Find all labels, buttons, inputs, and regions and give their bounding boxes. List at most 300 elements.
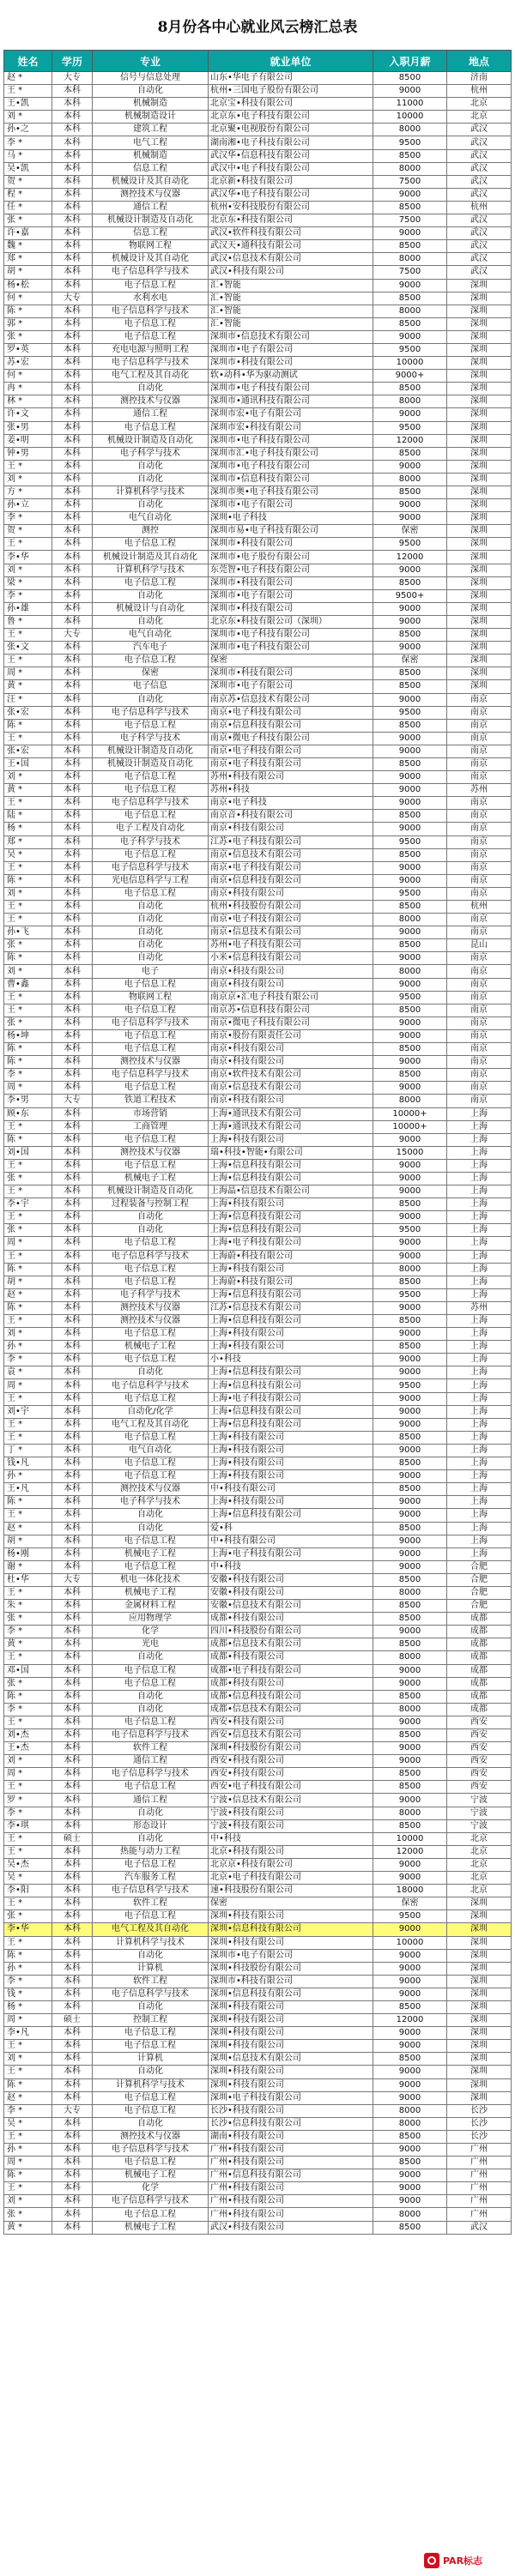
cell-name: 王•国 (4, 757, 52, 770)
cell-city: 深圳 (447, 292, 512, 305)
cell-employer: 深圳•科技有限公司 (209, 1936, 373, 1949)
cell-city: 西安 (447, 1716, 512, 1728)
cell-major: 电子信息 (93, 680, 209, 693)
site-logo (424, 2550, 508, 2571)
table-row (4, 1379, 512, 1392)
table-row (4, 2157, 512, 2169)
logo-text: PAR标志 (443, 2555, 483, 2567)
header-city: 地点 (447, 51, 512, 72)
table-row (4, 2208, 512, 2221)
cell-education: 大专 (52, 2104, 93, 2117)
table-row (4, 642, 512, 655)
cell-major: 自动化/化学 (93, 1405, 209, 1418)
table-row (4, 343, 512, 356)
cell-name: 吴•杰 (4, 1858, 52, 1871)
cell-name: 黄 * (4, 2221, 52, 2234)
cell-major: 电子信息工程 (93, 848, 209, 861)
cell-major: 软件工程 (93, 1975, 209, 1988)
cell-major: 自动化 (93, 693, 209, 706)
table-row (4, 2130, 512, 2143)
cell-education: 本科 (52, 1794, 93, 1807)
cell-employer: 北京京•科技有限公司 (209, 1858, 373, 1871)
cell-employer: 江苏•信息技术有限公司 (209, 1301, 373, 1314)
cell-education: 本科 (52, 1496, 93, 1509)
table-row (4, 564, 512, 576)
cell-education: 本科 (52, 1354, 93, 1366)
cell-employer: 上海•科技有限公司 (209, 1263, 373, 1276)
cell-employer: 深圳•科技股份有限公司 (209, 1742, 373, 1755)
cell-education: 本科 (52, 965, 93, 978)
cell-education: 本科 (52, 1845, 93, 1858)
cell-major: 电子科学与技术 (93, 1496, 209, 1509)
cell-major: 机械电子工程 (93, 1586, 209, 1599)
cell-city: 南京 (447, 1029, 512, 1042)
table-row (4, 1069, 512, 1082)
cell-city: 长沙 (447, 2130, 512, 2143)
cell-major: 电子信息科学与技术 (93, 1729, 209, 1742)
cell-city: 杭州 (447, 85, 512, 98)
cell-education: 本科 (52, 1638, 93, 1651)
cell-name: 王 * (4, 914, 52, 926)
cell-salary: 8000 (373, 1807, 447, 1819)
table-row (4, 421, 512, 434)
cell-city: 深圳 (447, 460, 512, 473)
cell-major: 电气工程及其自动化 (93, 1923, 209, 1936)
cell-name: 王 * (4, 1586, 52, 1599)
cell-education: 本科 (52, 1029, 93, 1042)
table-row (4, 1742, 512, 1755)
cell-employer: 南京•电子科技有限公司 (209, 706, 373, 719)
cell-name: 孙•飞 (4, 926, 52, 939)
cell-major: 自动化 (93, 85, 209, 98)
table-row (4, 85, 512, 98)
cell-city: 武汉 (447, 149, 512, 162)
cell-salary: 9500 (373, 706, 447, 719)
cell-salary: 12000 (373, 1845, 447, 1858)
cell-name: 张 * (4, 214, 52, 227)
cell-major: 电子信息科学与技术 (93, 357, 209, 370)
cell-name: 刘 * (4, 2053, 52, 2066)
table-row (4, 1470, 512, 1483)
cell-major: 电子信息工程 (93, 1392, 209, 1405)
cell-name: 刘•国 (4, 1146, 52, 1159)
cell-major: 电子信息工程 (93, 1328, 209, 1341)
cell-employer: 上海蔚•科技有限公司 (209, 1250, 373, 1263)
table-row (4, 1819, 512, 1832)
cell-major: 电气自动化 (93, 512, 209, 525)
header-education: 学历 (52, 51, 93, 72)
cell-education: 本科 (52, 1547, 93, 1560)
cell-major: 电子信息工程 (93, 1535, 209, 1547)
cell-education: 本科 (52, 2040, 93, 2053)
cell-salary: 9000 (373, 978, 447, 991)
cell-major: 电子信息科学与技术 (93, 1768, 209, 1781)
cell-major: 机械电子工程 (93, 2221, 209, 2234)
cell-name: 刘 * (4, 473, 52, 486)
cell-city: 深圳 (447, 589, 512, 602)
cell-name: 陈 * (4, 1496, 52, 1509)
cell-employer: 上海•信息科技有限公司 (209, 1379, 373, 1392)
table-row (4, 745, 512, 757)
cell-salary: 8500 (373, 201, 447, 214)
cell-name: 李 * (4, 1354, 52, 1366)
cell-salary: 8000 (373, 2117, 447, 2130)
cell-salary: 9000 (373, 1172, 447, 1185)
cell-major: 电子信息科学与技术 (93, 1885, 209, 1897)
cell-major: 电气工程 (93, 136, 209, 149)
cell-employer: 上海•科技有限公司 (209, 1341, 373, 1354)
cell-salary: 8000 (373, 1095, 447, 1107)
cell-salary: 9000 (373, 1794, 447, 1807)
table-row (4, 1172, 512, 1185)
cell-city: 深圳 (447, 629, 512, 642)
cell-employer: 保密 (209, 1897, 373, 1910)
cell-education: 本科 (52, 1560, 93, 1573)
cell-major: 电子信息科学与技术 (93, 706, 209, 719)
cell-major: 电子信息工程 (93, 1159, 209, 1172)
cell-major: 市场营销 (93, 1107, 209, 1120)
cell-employer: 上海•科技有限公司 (209, 1444, 373, 1457)
cell-education: 本科 (52, 642, 93, 655)
cell-major: 计算机科学与技术 (93, 564, 209, 576)
cell-employer: 广州•科技有限公司 (209, 2195, 373, 2208)
cell-education: 本科 (52, 1328, 93, 1341)
cell-education: 本科 (52, 615, 93, 628)
cell-major: 电子信息工程 (93, 1082, 209, 1095)
table-row (4, 2144, 512, 2157)
cell-salary: 9000 (373, 564, 447, 576)
cell-city: 南京 (447, 1004, 512, 1017)
cell-major: 测控技术与仪器 (93, 2130, 209, 2143)
cell-major: 保密 (93, 667, 209, 680)
cell-major: 机械设计制造及自动化 (93, 757, 209, 770)
cell-name: 刘 * (4, 1755, 52, 1768)
cell-city: 上海 (447, 1185, 512, 1198)
cell-city: 深圳 (447, 551, 512, 564)
cell-salary: 8500 (373, 2053, 447, 2066)
cell-education: 大专 (52, 629, 93, 642)
cell-major: 电子 (93, 965, 209, 978)
cell-education: 本科 (52, 1405, 93, 1418)
cell-major: 自动化 (93, 499, 209, 512)
table-row (4, 1004, 512, 1017)
cell-employer: 成都•电子科技有限公司 (209, 1664, 373, 1677)
cell-education: 本科 (52, 175, 93, 188)
cell-name: 吴 * (4, 2117, 52, 2130)
cell-name: 孙•立 (4, 499, 52, 512)
cell-salary: 9000 (373, 1328, 447, 1341)
table-row (4, 1496, 512, 1509)
cell-education: 本科 (52, 214, 93, 227)
cell-employer: 南京苏•信息科技有限公司 (209, 1004, 373, 1017)
cell-city: 上海 (447, 1276, 512, 1288)
cell-city: 深圳 (447, 512, 512, 525)
cell-name: 张•男 (4, 421, 52, 434)
cell-employer: 宁波•科技有限公司 (209, 1807, 373, 1819)
cell-salary: 9000 (373, 330, 447, 343)
cell-salary: 7500 (373, 266, 447, 279)
table-row (4, 1017, 512, 1029)
cell-education: 本科 (52, 564, 93, 576)
cell-salary: 9000 (373, 2027, 447, 2040)
cell-salary: 9000 (373, 1418, 447, 1431)
cell-education: 本科 (52, 124, 93, 136)
cell-salary: 9500 (373, 1910, 447, 1923)
table-row (4, 874, 512, 887)
cell-name: 王 * (4, 1431, 52, 1444)
cell-city: 上海 (447, 1159, 512, 1172)
cell-salary: 9000 (373, 1237, 447, 1250)
cell-employer: 武汉华•信息科技有限公司 (209, 149, 373, 162)
table-row (4, 901, 512, 914)
cell-employer: 上海•电子科技有限公司 (209, 1237, 373, 1250)
cell-city: 上海 (447, 1470, 512, 1483)
cell-major: 机械电子工程 (93, 2169, 209, 2182)
cell-employer: 上海•通讯技术有限公司 (209, 1107, 373, 1120)
cell-employer: 瑞•科技•智能•有限公司 (209, 1146, 373, 1159)
cell-employer: 广州•科技有限公司 (209, 2208, 373, 2221)
cell-employer: 深圳市•电子科技有限公司 (209, 629, 373, 642)
cell-employer: 广州•信息科技有限公司 (209, 2169, 373, 2182)
cell-employer: 四川•科技股份有限公司 (209, 1626, 373, 1638)
cell-education: 本科 (52, 1690, 93, 1703)
cell-salary: 11000 (373, 98, 447, 111)
table-row (4, 460, 512, 473)
cell-education: 本科 (52, 901, 93, 914)
cell-education: 本科 (52, 1819, 93, 1832)
cell-education: 本科 (52, 473, 93, 486)
cell-education: 本科 (52, 991, 93, 1004)
cell-education: 本科 (52, 745, 93, 757)
cell-major: 电子信息科学与技术 (93, 861, 209, 874)
cell-salary: 8500 (373, 629, 447, 642)
cell-education: 本科 (52, 1043, 93, 1056)
cell-salary: 9000 (373, 1029, 447, 1042)
cell-salary: 12000 (373, 551, 447, 564)
cell-salary: 9000 (373, 1366, 447, 1379)
cell-employer: 南京•科技有限公司 (209, 1095, 373, 1107)
cell-salary: 8500 (373, 719, 447, 732)
cell-major: 电子信息工程 (93, 2040, 209, 2053)
table-row (4, 357, 512, 370)
table-row (4, 1807, 512, 1819)
table-row (4, 615, 512, 628)
cell-education: 本科 (52, 1651, 93, 1664)
cell-name: 王 * (4, 1936, 52, 1949)
cell-name: 张 * (4, 1677, 52, 1690)
cell-salary: 9000 (373, 499, 447, 512)
cell-education: 本科 (52, 1742, 93, 1755)
cell-name: 顾•东 (4, 1107, 52, 1120)
cell-salary: 保密 (373, 1897, 447, 1910)
cell-salary: 9000 (373, 1159, 447, 1172)
table-row (4, 538, 512, 551)
table-row (4, 1560, 512, 1573)
table-row (4, 2195, 512, 2208)
cell-name: 赵 * (4, 2091, 52, 2104)
cell-education: 本科 (52, 266, 93, 279)
cell-name: 丁 * (4, 1444, 52, 1457)
cell-major: 测控技术与仪器 (93, 188, 209, 201)
cell-education: 本科 (52, 836, 93, 848)
cell-education: 本科 (52, 1107, 93, 1120)
cell-city: 武汉 (447, 124, 512, 136)
table-row (4, 810, 512, 823)
cell-salary: 8000 (373, 473, 447, 486)
table-row (4, 1664, 512, 1677)
cell-education: 本科 (52, 1211, 93, 1224)
cell-name: 王 * (4, 2066, 52, 2078)
cell-employer: 南京•微电子科技有限公司 (209, 732, 373, 745)
cell-major: 通信工程 (93, 1794, 209, 1807)
cell-name: 王 * (4, 1509, 52, 1522)
cell-name: 张 * (4, 1172, 52, 1185)
cell-major: 电子信息工程 (93, 330, 209, 343)
cell-city: 南京 (447, 874, 512, 887)
cell-employer: 深圳市•电子科技有限公司 (209, 642, 373, 655)
cell-employer: 南京•电子科技有限公司 (209, 745, 373, 757)
cell-education: 本科 (52, 1276, 93, 1288)
table-row (4, 1366, 512, 1379)
cell-name: 姜•明 (4, 434, 52, 447)
cell-name: 李 * (4, 1807, 52, 1819)
cell-employer: 深圳市•电子科技有限公司 (209, 434, 373, 447)
cell-education: 本科 (52, 874, 93, 887)
table-row (4, 149, 512, 162)
cell-salary: 9000 (373, 602, 447, 615)
cell-major: 测控 (93, 525, 209, 538)
table-row (4, 486, 512, 499)
cell-education: 本科 (52, 1301, 93, 1314)
cell-salary: 8500 (373, 2130, 447, 2143)
cell-employer: 南京•电子科技有限公司 (209, 914, 373, 926)
cell-salary: 9000 (373, 1560, 447, 1573)
cell-major: 电子信息工程 (93, 1431, 209, 1444)
cell-name: 王•凡 (4, 1483, 52, 1496)
cell-employer: 杭州•三国电子股份有限公司 (209, 85, 373, 98)
cell-employer: 深圳市宏•电子有限公司 (209, 408, 373, 421)
cell-employer: 中•科技 (209, 1560, 373, 1573)
cell-name: 赵 * (4, 72, 52, 85)
cell-city: 成都 (447, 1677, 512, 1690)
cell-name: 胡 * (4, 1276, 52, 1288)
cell-major: 机械制造设计 (93, 111, 209, 124)
cell-city: 深圳 (447, 615, 512, 628)
cell-city: 上海 (447, 1444, 512, 1457)
cell-city: 济南 (447, 72, 512, 85)
cell-city: 深圳 (447, 2053, 512, 2066)
cell-education: 本科 (52, 98, 93, 111)
table-row (4, 1897, 512, 1910)
cell-major: 自动化 (93, 1366, 209, 1379)
table-row (4, 1120, 512, 1133)
cell-city: 武汉 (447, 2221, 512, 2234)
cell-major: 电气自动化 (93, 629, 209, 642)
cell-education: 本科 (52, 460, 93, 473)
cell-education: 本科 (52, 1962, 93, 1975)
cell-name: 林 * (4, 395, 52, 408)
cell-education: 本科 (52, 1224, 93, 1237)
cell-city: 上海 (447, 1288, 512, 1301)
cell-major: 自动化 (93, 1211, 209, 1224)
cell-name: 许•嘉 (4, 227, 52, 240)
cell-education: 本科 (52, 1172, 93, 1185)
cell-employer: 深圳•信息科技有限公司 (209, 1988, 373, 2000)
cell-name: 冉 * (4, 383, 52, 395)
cell-name: 张•宏 (4, 706, 52, 719)
cell-education: 本科 (52, 1056, 93, 1069)
table-row (4, 383, 512, 395)
cell-city: 上海 (447, 1354, 512, 1366)
cell-employer: 深圳•科技有限公司 (209, 2014, 373, 2027)
cell-education: 本科 (52, 486, 93, 499)
table-row (4, 1845, 512, 1858)
cell-name: 陈 * (4, 1301, 52, 1314)
cell-major: 电子信息工程 (93, 1910, 209, 1923)
cell-education: 本科 (52, 1716, 93, 1728)
table-row (4, 1107, 512, 1120)
cell-major: 电子信息科学与技术 (93, 1250, 209, 1263)
cell-salary: 12000 (373, 2014, 447, 2027)
cell-major: 机械设计及其自动化 (93, 175, 209, 188)
cell-education: 本科 (52, 576, 93, 589)
cell-salary: 9000 (373, 1444, 447, 1457)
cell-city: 上海 (447, 1237, 512, 1250)
cell-education: 本科 (52, 861, 93, 874)
cell-salary: 9000 (373, 784, 447, 797)
cell-name: 王 * (4, 1832, 52, 1845)
table-row (4, 1095, 512, 1107)
cell-employer: 深圳•电子科技有限公司 (209, 2091, 373, 2104)
cell-employer: 中•科技 (209, 1832, 373, 1845)
cell-city: 广州 (447, 2169, 512, 2182)
cell-education: 本科 (52, 1664, 93, 1677)
cell-employer: 南京•科技有限公司 (209, 823, 373, 836)
cell-employer: 北京宝•科技有限公司 (209, 98, 373, 111)
cell-education: 本科 (52, 149, 93, 162)
cell-major: 自动化 (93, 2000, 209, 2013)
cell-name: 陈 * (4, 1133, 52, 1146)
cell-employer: 上海•通讯技术有限公司 (209, 1120, 373, 1133)
cell-salary: 9000 (373, 2078, 447, 2091)
cell-salary: 9000 (373, 460, 447, 473)
cell-salary: 8500 (373, 757, 447, 770)
table-row (4, 1768, 512, 1781)
cell-city: 杭州 (447, 901, 512, 914)
cell-name: 刘 * (4, 2195, 52, 2208)
cell-salary: 8500 (373, 848, 447, 861)
cell-salary: 9500 (373, 421, 447, 434)
cell-salary: 8000 (373, 914, 447, 926)
cell-education: 本科 (52, 1936, 93, 1949)
cell-employer: 上海•科技有限公司 (209, 1470, 373, 1483)
table-row (4, 1600, 512, 1613)
cell-major: 电子信息工程 (93, 1133, 209, 1146)
cell-name: 谢 * (4, 1560, 52, 1573)
cell-city: 深圳 (447, 576, 512, 589)
cell-salary: 8500 (373, 1276, 447, 1288)
cell-employer: 南京音•科技有限公司 (209, 810, 373, 823)
cell-major: 电子信息工程 (93, 279, 209, 292)
cell-employer: 深圳•科技有限公司 (209, 2078, 373, 2091)
cell-name: 王 * (4, 460, 52, 473)
cell-city: 合肥 (447, 1586, 512, 1599)
cell-name: 李 * (4, 589, 52, 602)
cell-name: 鲁 * (4, 615, 52, 628)
cell-major: 过程装备与控制工程 (93, 1198, 209, 1211)
cell-city: 南京 (447, 1043, 512, 1056)
cell-salary: 9000 (373, 408, 447, 421)
